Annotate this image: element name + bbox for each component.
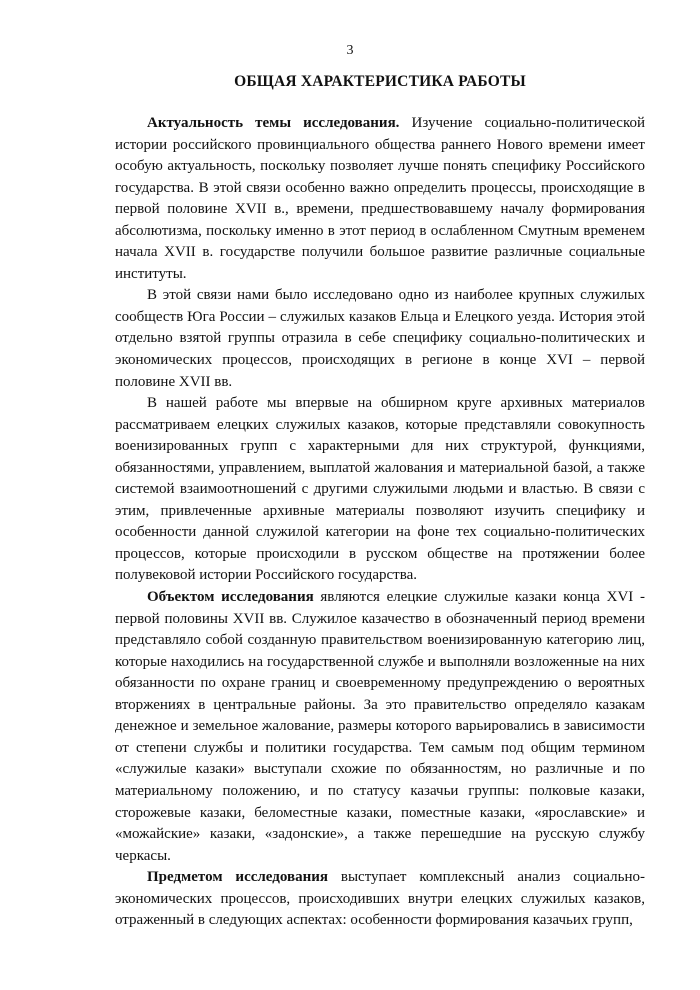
paragraph-text: Изучение социально-политической истории российского провинциального общества раннего Нового времени имеет особую актуальность, поскольку позволяет лучше понять специфику Российского государства. В этой связи особенно важно определить процессы, происходящие в первой половине XVII в., времени, предшествовавшему началу формирования абсолютизма, поскольку именно в этот период в ослабленном Смутным временем начала XVII в. государстве получили большое развитие различные социальные институты. <box>115 115 646 282</box>
paragraph-object <box>115 587 645 867</box>
paragraph-lead: Актуальность темы исследования. <box>147 115 400 131</box>
paragraph-research-focus <box>115 285 645 393</box>
paragraph-text: выступает комплексный анализ социально-экономических процессов, происходивших внутри елецких служилых казаков, отраженный в следующих аспектах: особенности формирования казачьих групп, <box>115 869 645 929</box>
paragraph-text: являются елецкие служилые казаки конца XVI - первой половины XVII вв. Служилое казачество в обозначенный период времени представляло собой созданную правительством военизированную категорию лиц, которые находились на государственной службе и выполняли возложенные на них обязанности по охране границ и своевременному предупреждению о вероятных вторжениях в центральные районы. За это правительство определяло казакам денежное и земельное жалование, размеры которого варьировались в зависимости от степени службы и политики государства. Тем самым под общим термином «служилые казаки» выступали схожие по обязанностям, но различные и по материальному положению, и по статусу казачьи группы: полковые казаки, сторожевые казаки, беломестные казаки, поместные казаки, «ярославские» и «можайские» казаки, «задонские», а также перешедшие на русскую службу черкасы. <box>115 589 645 864</box>
paragraph-lead: Предметом исследования <box>147 869 328 886</box>
paragraph-novelty <box>115 393 645 587</box>
paragraph-relevance <box>115 113 645 285</box>
section-title: ОБЩАЯ ХАРАКТЕРИСТИКА РАБОТЫ <box>234 73 526 90</box>
paragraph-lead: Объектом исследования <box>147 589 314 606</box>
paragraph-subject <box>115 867 645 932</box>
page-number: 3 <box>346 43 354 58</box>
document-body <box>115 113 645 932</box>
paragraph-text: В нашей работе мы впервые на обширном круге архивных материалов рассматриваем елецких служилых казаков, которые представляли совокупность военизированных групп с характерными для них структурой, функциями, обязанностями, управлением, выплатой жалования и материальной базой, а также системой взаимоотношений с другими служилыми людьми и властью. В связи с этим, привлеченные архивные материалы позволяют изучить специфику и особенности данной служилой категории на фоне тех социально-политических процессов, которые происходили в русском обществе на протяжении более полувековой истории Российского государства. <box>115 395 645 584</box>
paragraph-text: В этой связи нами было исследовано одно из наиболее крупных служилых сообществ Юга России – служилых казаков Ельца и Елецкого уезда. История этой отдельно взятой группы отразила в себе специфику социально-политических и экономических процессов, происходящих в регионе в конце XVI – первой половине XVII вв. <box>115 287 645 390</box>
